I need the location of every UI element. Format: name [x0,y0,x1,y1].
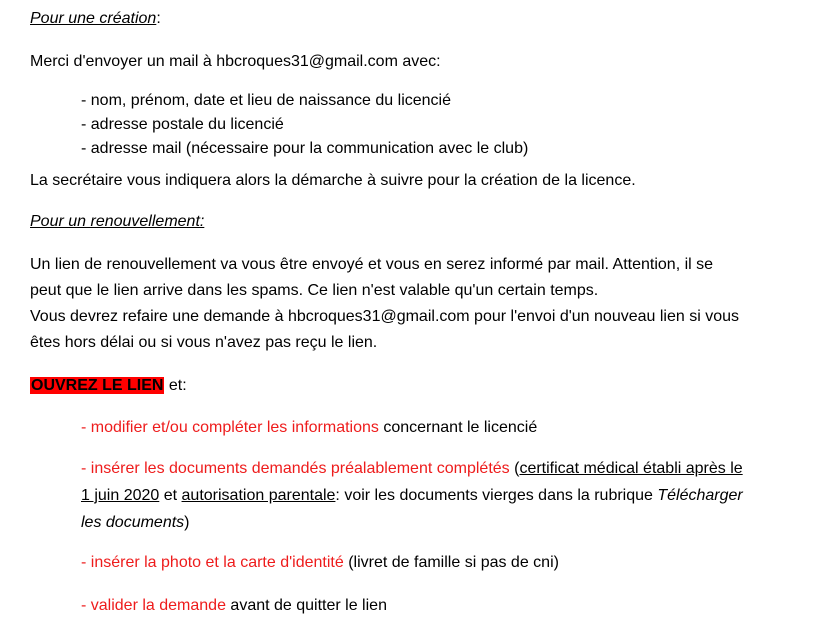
step-validate [81,595,387,617]
step-validate-rest: avant de quitter le lien [225,597,387,614]
renewal-para1-line2: peut que le lien arrive dans les spams. Ce lien n'est valable qu'un certain temps. [30,282,599,299]
creation-intro: Merci d'envoyer un mail à hbcroques31@gmail.com avec: [30,53,441,70]
renewal-para1-line1: Un lien de renouvellement va vous être envoyé et vous en serez informé par mail. Attention, il se [30,256,714,273]
download-rubric-a: Télécharger [657,487,743,504]
step-documents-paren: ( [509,460,520,477]
certificate-text-b: 1 juin 2020 [81,487,160,504]
creation-outro: La secrétaire vous indiquera alors la démarche à suivre pour la création de la licence. [30,172,636,189]
step-documents-and: et [159,487,182,504]
creation-heading: Pour une création [30,10,157,27]
step-photo-rest: (livret de famille si pas de cni) [343,554,559,571]
open-link-line [30,375,187,397]
step-validate-red: - valider la demande [81,597,226,614]
creation-item-name: - nom, prénom, date et lieu de naissance du licencié [81,92,451,109]
open-link-suffix: et: [164,377,187,394]
step-modify-red: - modifier et/ou compléter les informations [81,419,379,436]
step-documents-line1 [81,458,743,480]
creation-heading-colon: : [156,10,161,27]
creation-heading-line [30,8,161,30]
step-documents-close: ) [184,514,190,531]
download-rubric-b: les documents [81,514,185,531]
step-photo [81,552,559,574]
step-modify [81,417,537,439]
open-link-highlight: OUVREZ LE LIEN [31,377,164,394]
step-modify-rest: concernant le licencié [378,419,538,436]
renewal-para2-line2: êtes hors délai ou si vous n'avez pas reçu le lien. [30,334,378,351]
step-photo-red: - insérer la photo et la carte d'identité [81,554,344,571]
parental-authorization: autorisation parentale [181,487,336,504]
renewal-heading-line [30,211,204,233]
certificate-text-a: certificat médical établi après le [519,460,743,477]
step-documents-line2 [81,485,743,507]
creation-item-email: - adresse mail (nécessaire pour la communication avec le club) [81,140,529,157]
renewal-para2-line1: Vous devrez refaire une demande à hbcroques31@gmail.com pour l'envoi d'un nouveau lien si vous [30,308,740,325]
step-documents-line3 [81,512,190,534]
renewal-heading: Pour un renouvellement: [30,213,205,230]
step-documents-red: - insérer les documents demandés préalablement complétés [81,460,510,477]
step-documents-rest: : voir les documents vierges dans la rubrique [335,487,658,504]
creation-item-address: - adresse postale du licencié [81,116,284,133]
